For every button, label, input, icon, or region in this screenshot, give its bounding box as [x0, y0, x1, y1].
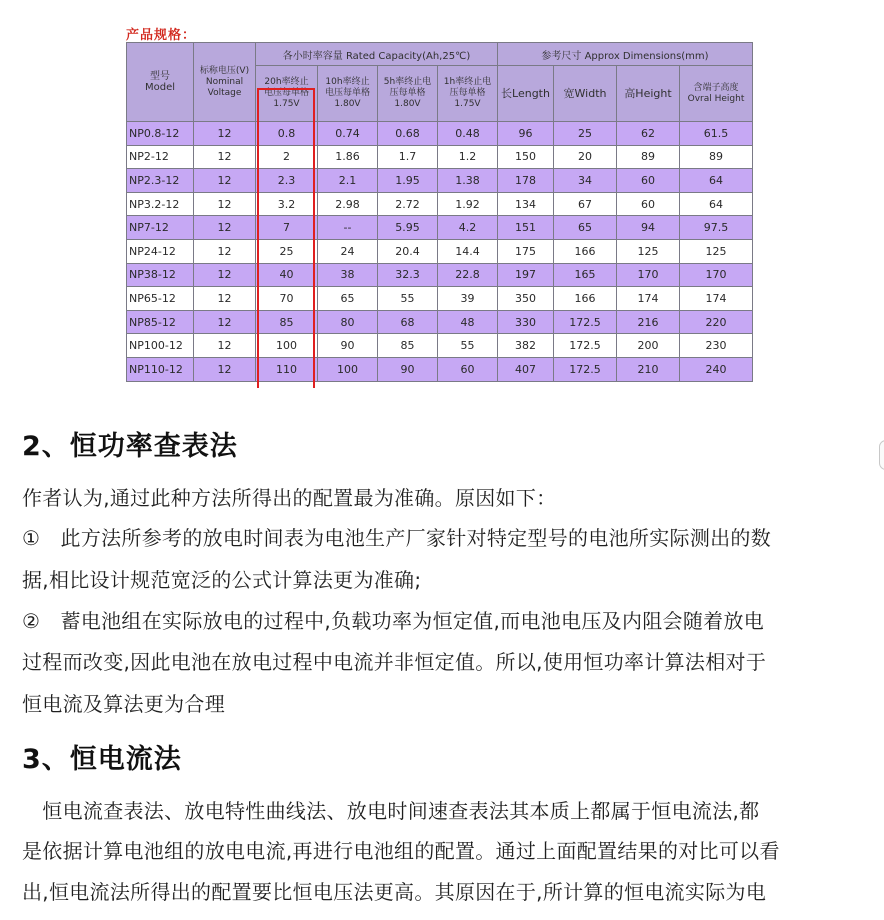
table-cell: 60 [617, 192, 680, 216]
header-dimension-col: 高Height [617, 66, 680, 122]
table-cell: 2.72 [378, 192, 438, 216]
table-cell: 1.7 [378, 145, 438, 169]
product-spec-image [124, 22, 760, 394]
table-cell: 12 [194, 310, 256, 334]
table-cell: -- [318, 216, 378, 240]
table-cell: 64 [680, 192, 753, 216]
table-cell: 330 [498, 310, 554, 334]
table-cell: 90 [318, 334, 378, 358]
table-cell: 151 [498, 216, 554, 240]
table-cell: 7 [256, 216, 318, 240]
table-cell: 165 [554, 263, 617, 287]
header-capacity-col: 10h率终止 电压每单格 1.80V [318, 66, 378, 122]
table-cell: 12 [194, 239, 256, 263]
cell-model: NP85-12 [127, 310, 194, 334]
table-cell: 80 [318, 310, 378, 334]
table-cell: 85 [378, 334, 438, 358]
header-dimension-col: 含端子高度 Ovral Height [680, 66, 753, 122]
table-cell: 67 [554, 192, 617, 216]
table-cell: 407 [498, 357, 554, 381]
table-cell: 150 [498, 145, 554, 169]
header-dimension-col: 长Length [498, 66, 554, 122]
table-cell: 0.48 [438, 122, 498, 146]
table-cell: 12 [194, 122, 256, 146]
table-cell: 97.5 [680, 216, 753, 240]
table-cell: 62 [617, 122, 680, 146]
table-cell: 34 [554, 169, 617, 193]
table-cell: 4.2 [438, 216, 498, 240]
table-cell: 55 [378, 287, 438, 311]
table-cell: 12 [194, 334, 256, 358]
table-cell: 210 [617, 357, 680, 381]
table-row [127, 122, 753, 146]
table-cell: 24 [318, 239, 378, 263]
spec-table [126, 42, 753, 382]
table-cell: 12 [194, 287, 256, 311]
table-cell: 20 [554, 145, 617, 169]
cell-model: NP38-12 [127, 263, 194, 287]
table-cell: 1.86 [318, 145, 378, 169]
cell-model: NP24-12 [127, 239, 194, 263]
table-cell: 48 [438, 310, 498, 334]
section2-line: ① 此方法所参考的放电时间表为电池生产厂家针对特定型号的电池所实际测出的数 [22, 526, 772, 550]
table-cell: 0.74 [318, 122, 378, 146]
table-cell: 89 [617, 145, 680, 169]
section2-line: 恒电流及算法更为合理 [22, 692, 225, 716]
table-cell: 14.4 [438, 239, 498, 263]
cell-model: NP7-12 [127, 216, 194, 240]
table-cell: 200 [617, 334, 680, 358]
table-cell: 39 [438, 287, 498, 311]
table-row [127, 169, 753, 193]
table-cell: 1.2 [438, 145, 498, 169]
table-cell: 100 [256, 334, 318, 358]
table-cell: 65 [554, 216, 617, 240]
table-cell: 65 [318, 287, 378, 311]
table-cell: 382 [498, 334, 554, 358]
section2-line: 据,相比设计规范宽泛的公式计算法更为准确; [22, 568, 422, 592]
header-voltage: 标称电压(V) Nominal Voltage [194, 43, 256, 122]
cell-model: NP0.8-12 [127, 122, 194, 146]
table-cell: 55 [438, 334, 498, 358]
table-cell: 1.95 [378, 169, 438, 193]
table-row [127, 145, 753, 169]
table-cell: 216 [617, 310, 680, 334]
section2-heading: 2、恒功率查表法 [22, 431, 238, 462]
table-cell: 134 [498, 192, 554, 216]
section3-line: 是依据计算电池组的放电电流,再进行电池组的配置。通过上面配置结果的对比可以看 [22, 839, 780, 863]
table-cell: 1.38 [438, 169, 498, 193]
table-cell: 60 [617, 169, 680, 193]
header-capacity-group: 各小时率容量 Rated Capacity(Ah,25℃) [256, 43, 498, 66]
table-cell: 25 [554, 122, 617, 146]
header-capacity-col: 1h率终止电 压每单格 1.75V [438, 66, 498, 122]
table-cell: 0.8 [256, 122, 318, 146]
cell-model: NP65-12 [127, 287, 194, 311]
table-cell: 125 [680, 239, 753, 263]
table-cell: 12 [194, 169, 256, 193]
section3-line: 出,恒电流法所得出的配置要比恒电压法更高。其原因在于,所计算的恒电流实际为电 [22, 880, 767, 904]
table-cell: 350 [498, 287, 554, 311]
table-cell: 170 [680, 263, 753, 287]
table-cell: 2.98 [318, 192, 378, 216]
table-row [127, 263, 753, 287]
table-row [127, 310, 753, 334]
table-row [127, 287, 753, 311]
table-cell: 3.2 [256, 192, 318, 216]
scroll-handle[interactable] [879, 440, 884, 470]
spec-title: 产品规格： [126, 28, 197, 43]
table-cell: 166 [554, 287, 617, 311]
table-cell: 5.95 [378, 216, 438, 240]
table-cell: 170 [617, 263, 680, 287]
cell-model: NP2.3-12 [127, 169, 194, 193]
table-row [127, 334, 753, 358]
table-cell: 110 [256, 357, 318, 381]
table-cell: 22.8 [438, 263, 498, 287]
header-dimensions-group: 参考尺寸 Approx Dimensions(mm) [498, 43, 753, 66]
table-row [127, 239, 753, 263]
table-cell: 12 [194, 216, 256, 240]
table-cell: 12 [194, 192, 256, 216]
table-cell: 172.5 [554, 310, 617, 334]
table-cell: 0.68 [378, 122, 438, 146]
table-cell: 240 [680, 357, 753, 381]
table-cell: 61.5 [680, 122, 753, 146]
table-cell: 178 [498, 169, 554, 193]
table-cell: 172.5 [554, 334, 617, 358]
table-cell: 96 [498, 122, 554, 146]
section2-line: 作者认为,通过此种方法所得出的配置最为准确。原因如下： [22, 486, 557, 510]
table-cell: 230 [680, 334, 753, 358]
table-cell: 38 [318, 263, 378, 287]
cell-model: NP110-12 [127, 357, 194, 381]
table-row [127, 192, 753, 216]
header-capacity-col: 5h率终止电 压每单格 1.80V [378, 66, 438, 122]
table-cell: 2 [256, 145, 318, 169]
table-cell: 100 [318, 357, 378, 381]
section2-line: ② 蓄电池组在实际放电的过程中,负载功率为恒定值,而电池电压及内阻会随着放电 [22, 609, 765, 633]
table-cell: 172.5 [554, 357, 617, 381]
table-cell: 166 [554, 239, 617, 263]
table-cell: 197 [498, 263, 554, 287]
table-cell: 68 [378, 310, 438, 334]
cell-model: NP100-12 [127, 334, 194, 358]
section3-line: 恒电流查表法、放电特性曲线法、放电时间速查表法其本质上都属于恒电流法,都 [22, 799, 760, 823]
header-capacity-col: 20h率终止 电压每单格 1.75V [256, 66, 318, 122]
cell-model: NP3.2-12 [127, 192, 194, 216]
table-cell: 89 [680, 145, 753, 169]
table-cell: 174 [617, 287, 680, 311]
table-cell: 20.4 [378, 239, 438, 263]
table-cell: 2.3 [256, 169, 318, 193]
table-cell: 40 [256, 263, 318, 287]
table-cell: 12 [194, 263, 256, 287]
table-cell: 32.3 [378, 263, 438, 287]
table-row [127, 216, 753, 240]
table-cell: 1.92 [438, 192, 498, 216]
table-cell: 60 [438, 357, 498, 381]
cell-model: NP2-12 [127, 145, 194, 169]
table-cell: 12 [194, 357, 256, 381]
header-dimension-col: 宽Width [554, 66, 617, 122]
table-row [127, 357, 753, 381]
header-model: 型号 Model [127, 43, 194, 122]
table-cell: 70 [256, 287, 318, 311]
table-cell: 12 [194, 145, 256, 169]
table-cell: 90 [378, 357, 438, 381]
table-cell: 25 [256, 239, 318, 263]
table-cell: 125 [617, 239, 680, 263]
section3-heading: 3、恒电流法 [22, 744, 182, 775]
table-cell: 174 [680, 287, 753, 311]
image-bottom-edge [124, 388, 760, 394]
table-cell: 64 [680, 169, 753, 193]
table-cell: 85 [256, 310, 318, 334]
table-cell: 94 [617, 216, 680, 240]
table-cell: 2.1 [318, 169, 378, 193]
table-cell: 175 [498, 239, 554, 263]
section2-line: 过程而改变,因此电池在放电过程中电流并非恒定值。所以,使用恒功率计算法相对于 [22, 650, 767, 674]
table-cell: 220 [680, 310, 753, 334]
